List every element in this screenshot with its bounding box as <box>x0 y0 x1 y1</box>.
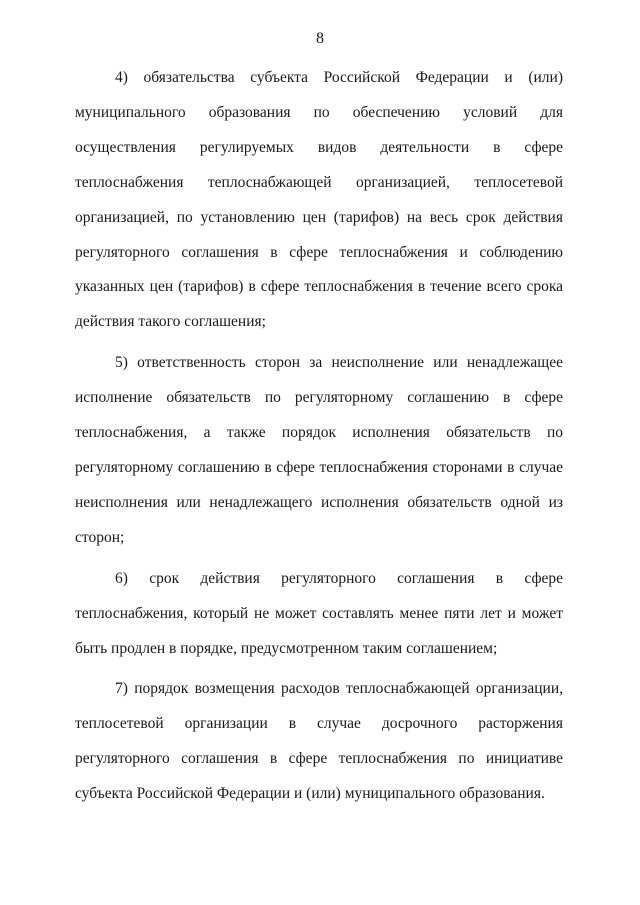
page-number: 8 <box>316 30 324 47</box>
document-body <box>75 61 563 812</box>
paragraph-item-7: 7) порядок возмещения расходов теплоснабжающей организации, теплосетевой организации в случае досрочного расторжения регуляторного соглашения в сфере теплоснабжения по инициативе субъекта Российской Федерации и (или) муниципального образования. <box>75 680 563 803</box>
paragraph-item-5: 5) ответственность сторон за неисполнение или ненадлежащее исполнение обязательств по регуляторному соглашению в сфере теплоснабжения, а также порядок исполнения обязательств по регуляторному соглашению в сфере теплоснабжения сторонами в случае неисполнения или ненадлежащего исполнения обязательств одной из сторон; <box>75 354 563 546</box>
paragraph-item-4: 4) обязательства субъекта Российской Федерации и (или) муниципального образования по обеспечению условий для осуществления регулируемых видов деятельности в сфере теплоснабжения теплоснабжающей организацией, теплосетевой организацией, по установлению цен (тарифов) на весь срок действия регуляторного соглашения в сфере теплоснабжения и соблюдению указанных цен (тарифов) в сфере теплоснабжения в течение всего срока действия такого соглашения; <box>75 69 563 331</box>
paragraph-item-6: 6) срок действия регуляторного соглашения в сфере теплоснабжения, который не может составлять менее пяти лет и может быть продлен в порядке, предусмотренном таким соглашением; <box>75 569 563 657</box>
